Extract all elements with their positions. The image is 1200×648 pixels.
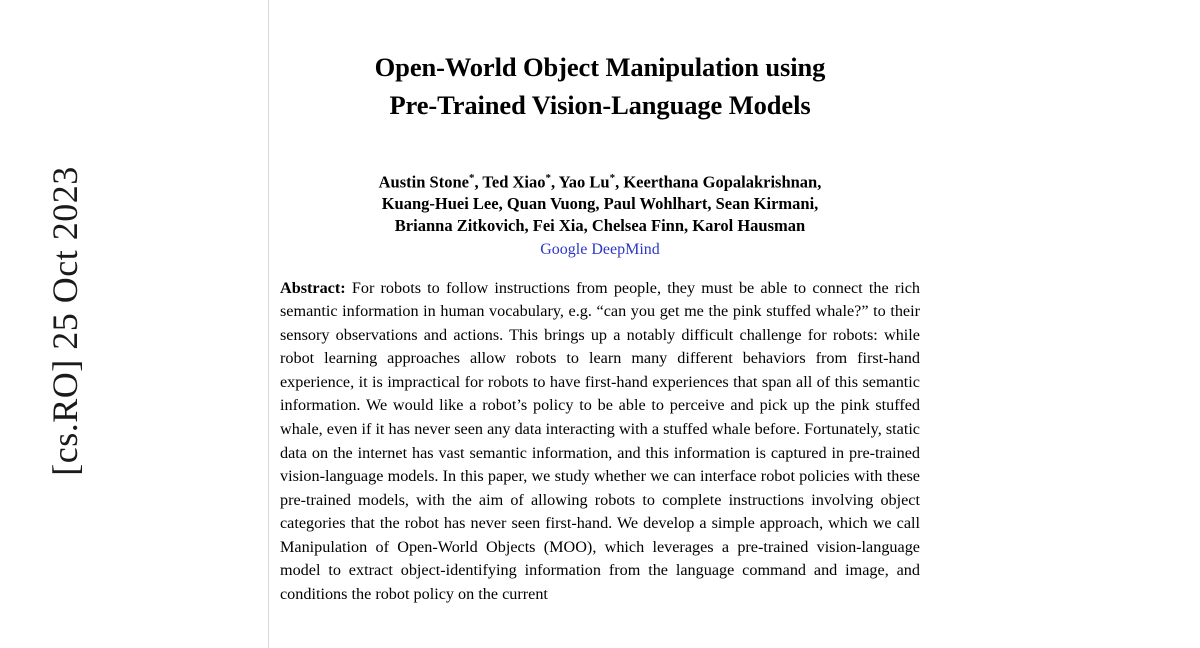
author-line-3: Brianna Zitkovich, Fei Xia, Chelsea Finn, Karol Hausman xyxy=(394,215,806,235)
affiliation-link[interactable]: Google DeepMind xyxy=(540,240,660,258)
page-title-line-1: Open-World Object Manipulation using xyxy=(374,52,826,82)
page-title xyxy=(280,48,920,125)
author-list xyxy=(280,171,920,237)
page-divider xyxy=(268,0,269,648)
arxiv-stamp xyxy=(0,0,120,648)
author-line-1-part-4: , Keerthana Gopalakrishnan, xyxy=(615,172,822,192)
author-footnote-mark-1: * xyxy=(468,171,475,184)
page-title-line-2: Pre-Trained Vision-Language Models xyxy=(389,90,811,121)
author-footnote-mark-3: * xyxy=(609,171,616,184)
author-line-1-part-2: , Ted Xiao xyxy=(474,172,546,192)
author-footnote-mark-2: * xyxy=(545,171,552,184)
abstract-label: Abstract: xyxy=(280,278,346,297)
paper-body xyxy=(280,0,920,648)
arxiv-stamp-text: [cs.RO] 25 Oct 2023 xyxy=(45,166,85,476)
author-line-1-part-3: , Yao Lu xyxy=(551,172,610,192)
abstract-text: For robots to follow instructions from people, they must be able to connect the rich semantic information in human vocabulary, e.g. “can you get me the pink stuffed whale?” to their sensory observations and actions. This brings up a notably difficult challenge for robots: while robot learning approaches allow robots to learn many different behaviors from first-hand experience, it is impractical for robots to have first-hand experiences that span all of this semantic information. We would like a robot’s policy to be able to perceive and pick up the pink stuffed whale, even if it has never seen any data interacting with a stuffed whale before. Fortunately, static data on the internet has vast semantic information, and this information is captured in pre-trained vision-language models. In this paper, we study whether we can interface robot policies with these pre-trained models, with the aim of allowing robots to complete instructions involving object categories that the robot has never seen first-hand. We develop a simple approach, which we call Manipulation of Open-World Objects (MOO), which leverages a pre-trained vision-language model to extract object-identifying information from the language command and image, and conditions the robot policy on the current xyxy=(280,278,921,603)
abstract-section xyxy=(280,277,920,607)
author-line-2: Kuang-Huei Lee, Quan Vuong, Paul Wohlhart, Sean Kirmani, xyxy=(381,194,819,214)
author-line-1 xyxy=(280,171,920,193)
author-line-1-part-1: Austin Stone xyxy=(378,172,469,192)
